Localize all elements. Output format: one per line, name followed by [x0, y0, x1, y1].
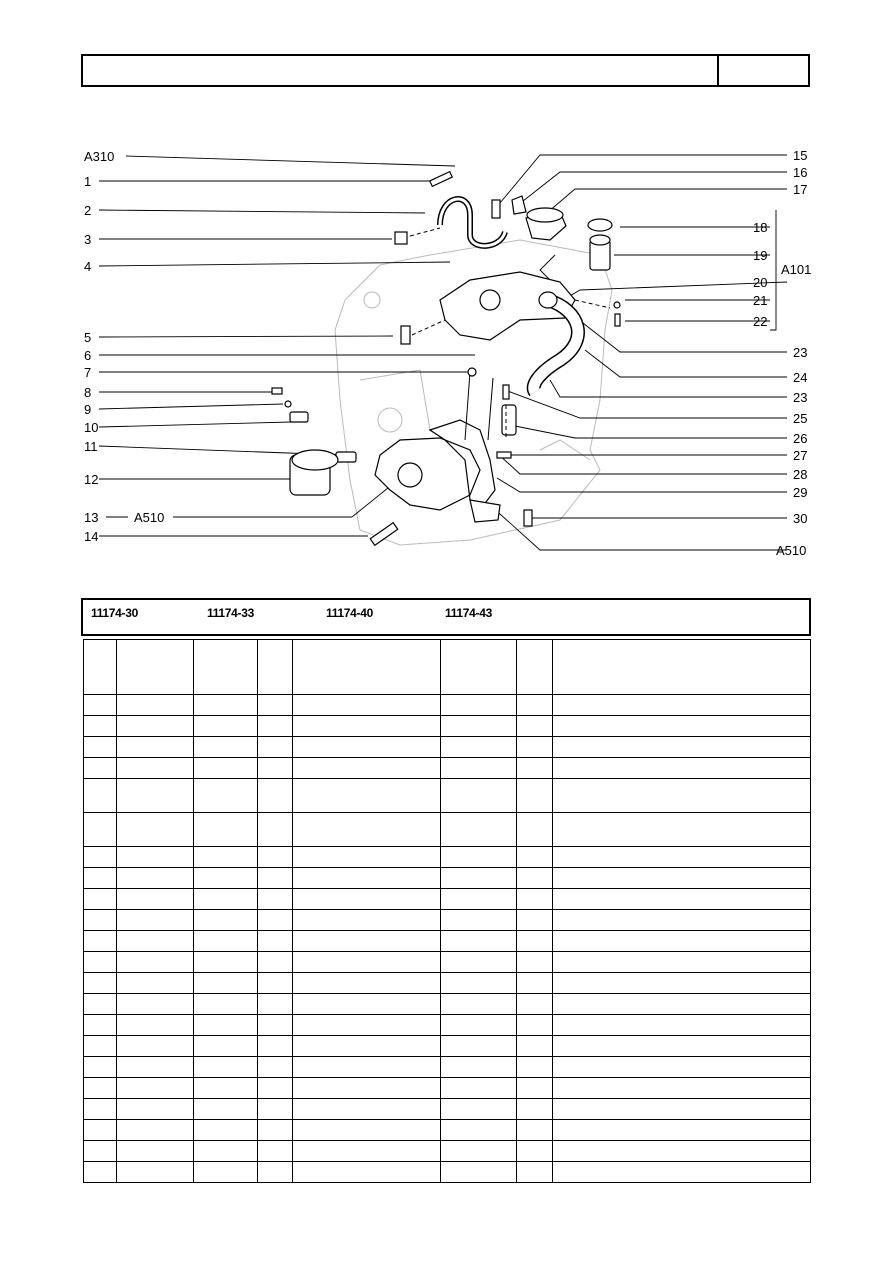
table-cell: [517, 779, 553, 813]
table-cell: [194, 813, 258, 847]
parts-table-body: [84, 695, 811, 1183]
table-cell: [441, 889, 517, 910]
table-cell: [117, 910, 194, 931]
callout-9: 9: [84, 402, 92, 417]
table-cell: [293, 994, 441, 1015]
table-cell: [194, 994, 258, 1015]
table-cell: [258, 910, 293, 931]
callout-A510-right: A510: [776, 543, 807, 558]
table-cell: [293, 1078, 441, 1099]
table-cell: [553, 813, 811, 847]
callout-2: 2: [84, 203, 92, 218]
table-cell: [441, 931, 517, 952]
table-cell: [553, 1057, 811, 1078]
table-cell: [258, 737, 293, 758]
table-header-cell: [517, 640, 553, 695]
table-cell: [441, 847, 517, 868]
table-cell: [258, 868, 293, 889]
table-cell: [293, 1141, 441, 1162]
callout-11: 11: [84, 439, 98, 454]
table-cell: [293, 847, 441, 868]
callout-17: 17: [793, 182, 808, 197]
table-cell: [117, 1141, 194, 1162]
table-cell: [194, 779, 258, 813]
table-cell: [517, 1015, 553, 1036]
table-cell: [293, 1036, 441, 1057]
table-cell: [258, 1099, 293, 1120]
callout-22: 22: [753, 314, 768, 329]
table-cell: [258, 1141, 293, 1162]
callout-10: 10: [84, 420, 99, 435]
table-cell: [553, 737, 811, 758]
variant-code: 11174-40: [326, 606, 373, 620]
table-cell: [117, 868, 194, 889]
table-row: [84, 1015, 811, 1036]
table-cell: [441, 737, 517, 758]
table-cell: [117, 737, 194, 758]
table-row: [84, 1162, 811, 1183]
callout-15: 15: [793, 148, 808, 163]
callout-29: 29: [793, 485, 808, 500]
table-cell: [258, 973, 293, 994]
table-cell: [553, 910, 811, 931]
right-callout-labels: [753, 148, 811, 558]
table-cell: [84, 737, 117, 758]
callout-5: 5: [84, 330, 92, 345]
table-header-cell: [194, 640, 258, 695]
table-cell: [441, 994, 517, 1015]
table-row: [84, 1057, 811, 1078]
table-cell: [258, 1015, 293, 1036]
table-row: [84, 1141, 811, 1162]
callout-20: 20: [753, 275, 768, 290]
table-header-cell: [293, 640, 441, 695]
table-cell: [441, 813, 517, 847]
table-cell: [553, 931, 811, 952]
table-cell: [553, 1015, 811, 1036]
table-cell: [293, 1120, 441, 1141]
table-cell: [517, 737, 553, 758]
table-row: [84, 910, 811, 931]
table-cell: [553, 1036, 811, 1057]
callout-21: 21: [753, 293, 768, 308]
table-cell: [84, 994, 117, 1015]
callout-6: 6: [84, 348, 92, 363]
table-row: [84, 758, 811, 779]
table-row: [84, 1036, 811, 1057]
table-row: [84, 1120, 811, 1141]
table-cell: [553, 716, 811, 737]
table-cell: [194, 695, 258, 716]
table-row: [84, 737, 811, 758]
table-cell: [517, 716, 553, 737]
table-cell: [194, 889, 258, 910]
table-cell: [441, 716, 517, 737]
table-cell: [517, 994, 553, 1015]
table-cell: [194, 1141, 258, 1162]
table-cell: [258, 847, 293, 868]
table-header-row: [84, 640, 811, 695]
table-cell: [117, 931, 194, 952]
table-cell: [84, 973, 117, 994]
table-cell: [293, 758, 441, 779]
table-cell: [84, 1141, 117, 1162]
table-cell: [84, 1120, 117, 1141]
table-cell: [517, 1141, 553, 1162]
table-row: [84, 994, 811, 1015]
table-cell: [194, 931, 258, 952]
table-cell: [117, 1099, 194, 1120]
table-row: [84, 847, 811, 868]
table-cell: [517, 910, 553, 931]
table-cell: [441, 910, 517, 931]
table-cell: [517, 758, 553, 779]
callout-25: 25: [793, 411, 808, 426]
table-cell: [117, 1057, 194, 1078]
table-cell: [194, 1015, 258, 1036]
table-cell: [553, 973, 811, 994]
callout-3: 3: [84, 232, 92, 247]
left-callout-labels: [84, 149, 164, 544]
table-cell: [517, 695, 553, 716]
table-cell: [194, 910, 258, 931]
table-cell: [117, 994, 194, 1015]
table-cell: [84, 758, 117, 779]
table-cell: [84, 931, 117, 952]
table-cell: [258, 779, 293, 813]
table-cell: [258, 716, 293, 737]
table-header-cell: [441, 640, 517, 695]
callout-26: 26: [793, 431, 808, 446]
variants-header: [81, 598, 811, 636]
table-cell: [194, 737, 258, 758]
table-cell: [117, 1078, 194, 1099]
table-cell: [293, 910, 441, 931]
table-cell: [194, 952, 258, 973]
table-cell: [293, 868, 441, 889]
table-cell: [117, 973, 194, 994]
table-cell: [117, 716, 194, 737]
table-cell: [441, 1141, 517, 1162]
callout-30: 30: [793, 511, 808, 526]
table-cell: [117, 779, 194, 813]
table-cell: [84, 716, 117, 737]
table-cell: [84, 695, 117, 716]
callout-13-A510: A510: [134, 510, 165, 525]
table-cell: [293, 695, 441, 716]
table-cell: [441, 1057, 517, 1078]
table-cell: [117, 1015, 194, 1036]
table-cell: [117, 1120, 194, 1141]
table-row: [84, 931, 811, 952]
callout-27: 27: [793, 448, 808, 463]
table-cell: [117, 952, 194, 973]
table-cell: [441, 695, 517, 716]
table-cell: [553, 1078, 811, 1099]
variant-code: 11174-43: [445, 606, 492, 620]
table-cell: [117, 1162, 194, 1183]
table-cell: [553, 1099, 811, 1120]
table-row: [84, 973, 811, 994]
table-cell: [194, 868, 258, 889]
table-cell: [441, 868, 517, 889]
table-cell: [194, 1162, 258, 1183]
variant-code: 11174-33: [207, 606, 254, 620]
callout-24: 24: [793, 370, 808, 385]
table-cell: [553, 1141, 811, 1162]
table-cell: [517, 889, 553, 910]
table-cell: [194, 758, 258, 779]
table-cell: [517, 847, 553, 868]
table-cell: [194, 973, 258, 994]
table-cell: [293, 737, 441, 758]
parts-table: [83, 639, 811, 1183]
table-row: [84, 813, 811, 847]
table-cell: [441, 1099, 517, 1120]
table-cell: [441, 758, 517, 779]
table-cell: [293, 779, 441, 813]
table-cell: [84, 779, 117, 813]
table-row: [84, 779, 811, 813]
table-cell: [517, 1057, 553, 1078]
table-cell: [517, 973, 553, 994]
table-cell: [441, 1015, 517, 1036]
callout-28: 28: [793, 467, 808, 482]
table-cell: [441, 1036, 517, 1057]
table-cell: [553, 758, 811, 779]
table-cell: [441, 952, 517, 973]
table-cell: [117, 695, 194, 716]
table-cell: [553, 779, 811, 813]
table-row: [84, 695, 811, 716]
table-cell: [293, 1057, 441, 1078]
table-cell: [258, 758, 293, 779]
table-cell: [258, 1057, 293, 1078]
table-cell: [84, 889, 117, 910]
table-cell: [258, 1120, 293, 1141]
table-cell: [517, 1120, 553, 1141]
table-header-cell: [553, 640, 811, 695]
table-cell: [441, 1120, 517, 1141]
variant-code: 11174-30: [91, 606, 138, 620]
parts-drawings: [272, 172, 620, 546]
exploded-parts-diagram: [0, 0, 893, 600]
table-cell: [293, 813, 441, 847]
callout-18: 18: [753, 220, 768, 235]
table-cell: [117, 813, 194, 847]
table-cell: [293, 973, 441, 994]
table-cell: [553, 1120, 811, 1141]
table-cell: [84, 1099, 117, 1120]
table-cell: [293, 716, 441, 737]
table-cell: [194, 847, 258, 868]
table-row: [84, 1078, 811, 1099]
table-cell: [84, 1057, 117, 1078]
table-cell: [553, 952, 811, 973]
table-cell: [84, 1162, 117, 1183]
table-header-cell: [117, 640, 194, 695]
table-cell: [258, 1162, 293, 1183]
table-cell: [258, 952, 293, 973]
callout-A101: A101: [781, 262, 812, 277]
table-cell: [117, 847, 194, 868]
table-cell: [258, 813, 293, 847]
table-cell: [293, 1015, 441, 1036]
table-cell: [84, 1015, 117, 1036]
table-cell: [84, 868, 117, 889]
table-cell: [517, 931, 553, 952]
table-cell: [84, 952, 117, 973]
callout-A310: A310: [84, 149, 115, 164]
callout-19: 19: [753, 248, 768, 263]
table-cell: [194, 1078, 258, 1099]
table-cell: [194, 716, 258, 737]
table-row: [84, 716, 811, 737]
table-cell: [553, 868, 811, 889]
table-cell: [441, 973, 517, 994]
table-cell: [258, 994, 293, 1015]
table-cell: [84, 1036, 117, 1057]
table-row: [84, 1099, 811, 1120]
table-cell: [293, 952, 441, 973]
callout-4: 4: [84, 259, 92, 274]
table-cell: [517, 1036, 553, 1057]
table-cell: [194, 1036, 258, 1057]
callout-23b: 23: [793, 390, 808, 405]
table-cell: [553, 1162, 811, 1183]
table-cell: [293, 931, 441, 952]
table-cell: [194, 1057, 258, 1078]
table-cell: [553, 847, 811, 868]
table-cell: [517, 1099, 553, 1120]
table-cell: [117, 758, 194, 779]
table-cell: [258, 1036, 293, 1057]
callout-12: 12: [84, 472, 99, 487]
callout-7: 7: [84, 365, 92, 380]
callout-13: 13: [84, 510, 99, 525]
table-cell: [117, 1036, 194, 1057]
table-cell: [84, 847, 117, 868]
table-cell: [194, 1099, 258, 1120]
table-cell: [441, 1078, 517, 1099]
callout-14: 14: [84, 529, 99, 544]
table-cell: [84, 813, 117, 847]
table-cell: [293, 1162, 441, 1183]
table-row: [84, 952, 811, 973]
table-cell: [553, 695, 811, 716]
table-cell: [84, 1078, 117, 1099]
table-cell: [293, 1099, 441, 1120]
table-row: [84, 889, 811, 910]
callout-1: 1: [84, 174, 92, 189]
table-cell: [517, 952, 553, 973]
table-cell: [441, 779, 517, 813]
table-cell: [553, 994, 811, 1015]
table-header-cell: [84, 640, 117, 695]
table-cell: [194, 1120, 258, 1141]
table-header-cell: [258, 640, 293, 695]
table-cell: [441, 1162, 517, 1183]
table-cell: [84, 910, 117, 931]
table-row: [84, 868, 811, 889]
callout-8: 8: [84, 385, 92, 400]
table-cell: [517, 813, 553, 847]
table-cell: [517, 1078, 553, 1099]
table-cell: [258, 1078, 293, 1099]
table-cell: [553, 889, 811, 910]
table-cell: [258, 931, 293, 952]
table-cell: [258, 889, 293, 910]
callout-23a: 23: [793, 345, 808, 360]
table-cell: [293, 889, 441, 910]
table-cell: [258, 695, 293, 716]
table-cell: [517, 1162, 553, 1183]
table-cell: [117, 889, 194, 910]
table-cell: [517, 868, 553, 889]
callout-16: 16: [793, 165, 808, 180]
